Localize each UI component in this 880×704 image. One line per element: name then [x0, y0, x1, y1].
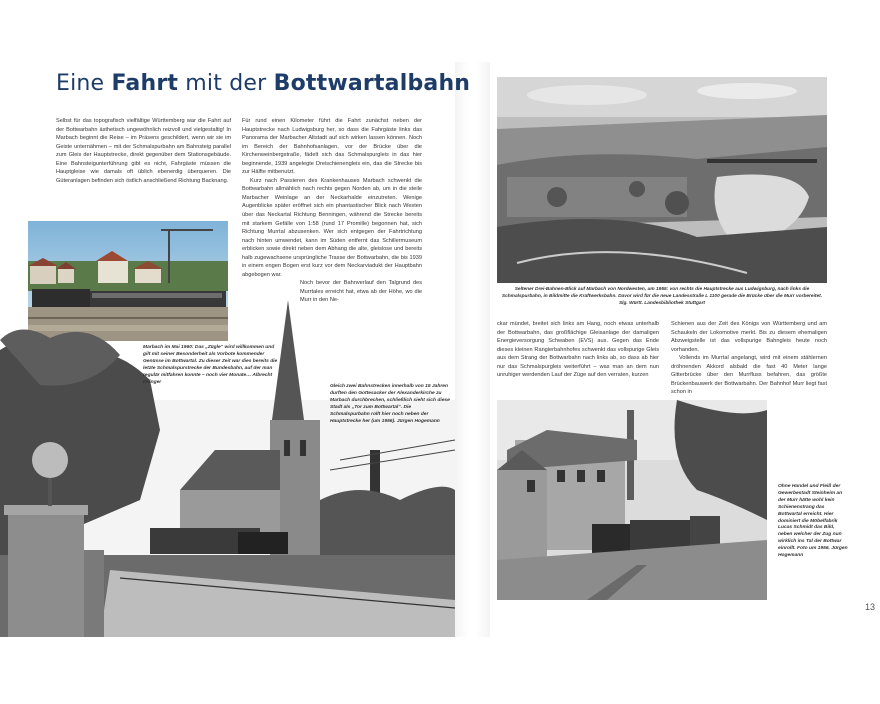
- text-column-3: [497, 320, 659, 380]
- book-gutter: [455, 62, 490, 637]
- paragraph: Kurz nach Passieren des Krankenhauses Marbach schwenkt die Bottwarbahn allmählich nach rechts gegen Norden ab, um in die steile Marbacher Weinlage an der Neckarhalde einzutreten. Wenige Augenblicke später eröffnet sich ein phantastischer Blick nach Westen über das Neckartal Richtung Benningen, während die Strecke bereits mit starkem Gefälle von 1:58 (rund 17 Promille) begonnen hat, sich Richtung Murrtal abzusenken. Wer sich entgegen der Fahrtrichtung nach hinten umwendet, kann im Süden entfernt das Schillermuseum erblicken sowie direkt neben dem Abhang die alte, gleislose und bereits halb zugewachsene ursprüngliche Trasse der Bottwarbahn, die bis 1939 in einem engen Bogen erst kurz vor dem Neckarviadukt der Hauptbahn abgebogen war.: [242, 177, 422, 278]
- page-number: 13: [865, 602, 876, 612]
- text-column-4: [671, 320, 827, 397]
- caption-church-photo: Gleich zwei Bahnstrecken innerhalb von 15 Jahren durften den Gottesacker der Alexanderkirche zu Marbach durchbrechen, schließlich sieht sich diese Stadt als „Tor zum Bottwartal“. Die Schmalspurbahn rollt hier noch neben der Hauptstrecke her (um 1956). Jürgen Hogemann: [330, 384, 450, 424]
- paragraph: ckar mündet, breitet sich links am Hang, noch etwas unterhalb der Bottwarbahn, das großflächige Gleisanlage der damaligen Energieversorgung Schwaben (EVS) aus. Gegen das Ende dieses kleinen Rangierbahnhofes schwenkt das vollspurige Gleis aus dem Strang der Bottwarbahn nach links ab, so dass ab hier nur das Schmalspurgleis weiterführt – was man an dem nun unruhiger werdenden Lauf der Züge auf den verraten, kurzen: [497, 321, 659, 379]
- text-column-2: [242, 117, 422, 278]
- photo-steinheim-factory: [497, 400, 767, 600]
- photo-panorama-marbach: [497, 77, 827, 283]
- caption-factory: Ohne Handel und Fleiß der Gewerbestadt Steinheim an der Murr hätte wohl kein Schienenstrang das Bottwartal erreicht. Hier dominiert die Möbelfabrik Lucas Schmidt das Bild, neben welcher der Zug nun wirklich ins Tal der Bottwar einrollt. Foto um 1956. Jürgen Hogemann: [778, 484, 848, 559]
- paragraph: Für rund einen Kilometer führt die Fahrt zunächst neben der Hauptstrecke nach Ludwigsburg her, so dass die Fahrgäste links das Panorama der Marbacher Altstadt auf sich wirken lassen können. Noch im Bereich der Bahnhofsanlagen, vor der Brücke über die Kirchenweinbergstraße, fädelt sich das Schmalspurgleis in das hier beginnende, 1939 angelegte Dreischienengleis ein, das die Strecke bis zur Hälfte mitbenutzt.: [242, 118, 422, 176]
- text-column-1: [56, 117, 231, 185]
- caption-panorama: Seltener Drei-Bahnen-Blick auf Marbach von Nordwesten, um 1955: von rechts die Hauptstrecke aus Ludwigsburg, nach links die Schmalspurbahn, in Bildmitte die Kraftwerksbahn. Davor wird für die neue Landesstraße L 1100 gerade die Brücke über die Murr vorbereitet. Slg. Württ. Landesbibliothek Stuttgart: [501, 287, 823, 306]
- paragraph: Schienen aus der Zeit des Königs von Württemberg und am Schaukeln der Lokomotive merkt. Bis zu diesem ehemaligen Abzweigstelle ist das vollspurige Bahngleis heute noch vorhanden.: [671, 321, 827, 353]
- paragraph: Vollends im Murrtal angelangt, wird mit einem stählernen dröhnenden Akkord alsbald die fast 40 Meter lange Gitterbrücke über den Murrfluss befahren, das größte Brückenbauwerk der Bottwarbahn. Der Bahnhof Murr liegt fast schon in: [671, 355, 827, 396]
- caption-station-photo: Marbach im Mai 1960: Das „Zügle“ wird willkommen und gilt mit seiner Besonderheit als Vorbote kommender Genüsse im Bottwartal. Zu dieser Zeit war dies bereits die letzte Schmalspurstrecke der Bundesbahn, auf der man regulär mitfahren konnte – noch vier Monate… Albrecht Ebinger: [143, 345, 278, 385]
- paragraph: Selbst für das topografisch vielfältige Württemberg war die Fahrt auf der Bottwarbahn ästhetisch ungewöhnlich reizvoll und vielgestaltig! In Marbach beginnt die Reise – im Präsens geschildert, wenn wir sie im Geiste unternähmen – mit der Schmalspurbahn am Bahnsteig parallel zum Gleis der Hauptstrecke, direkt gegenüber dem Stationsgebäude. Eine Bahnsteigunterführung gibt es nicht, Fahrgäste müssen die Hauptgleise wie damals oft üblich ebenerdig überqueren. Die Güteranlagen befinden sich östlich anschließend Richtung Backnang.: [56, 118, 231, 184]
- page-title: Eine Fahrt mit der Bottwartalbahn: [56, 71, 471, 96]
- paragraph: Noch bevor der Bahnverlauf den Talgrund des Murrtales erreicht hat, etwa ab der Höhe, wo die Murr in den Ne-: [300, 280, 422, 304]
